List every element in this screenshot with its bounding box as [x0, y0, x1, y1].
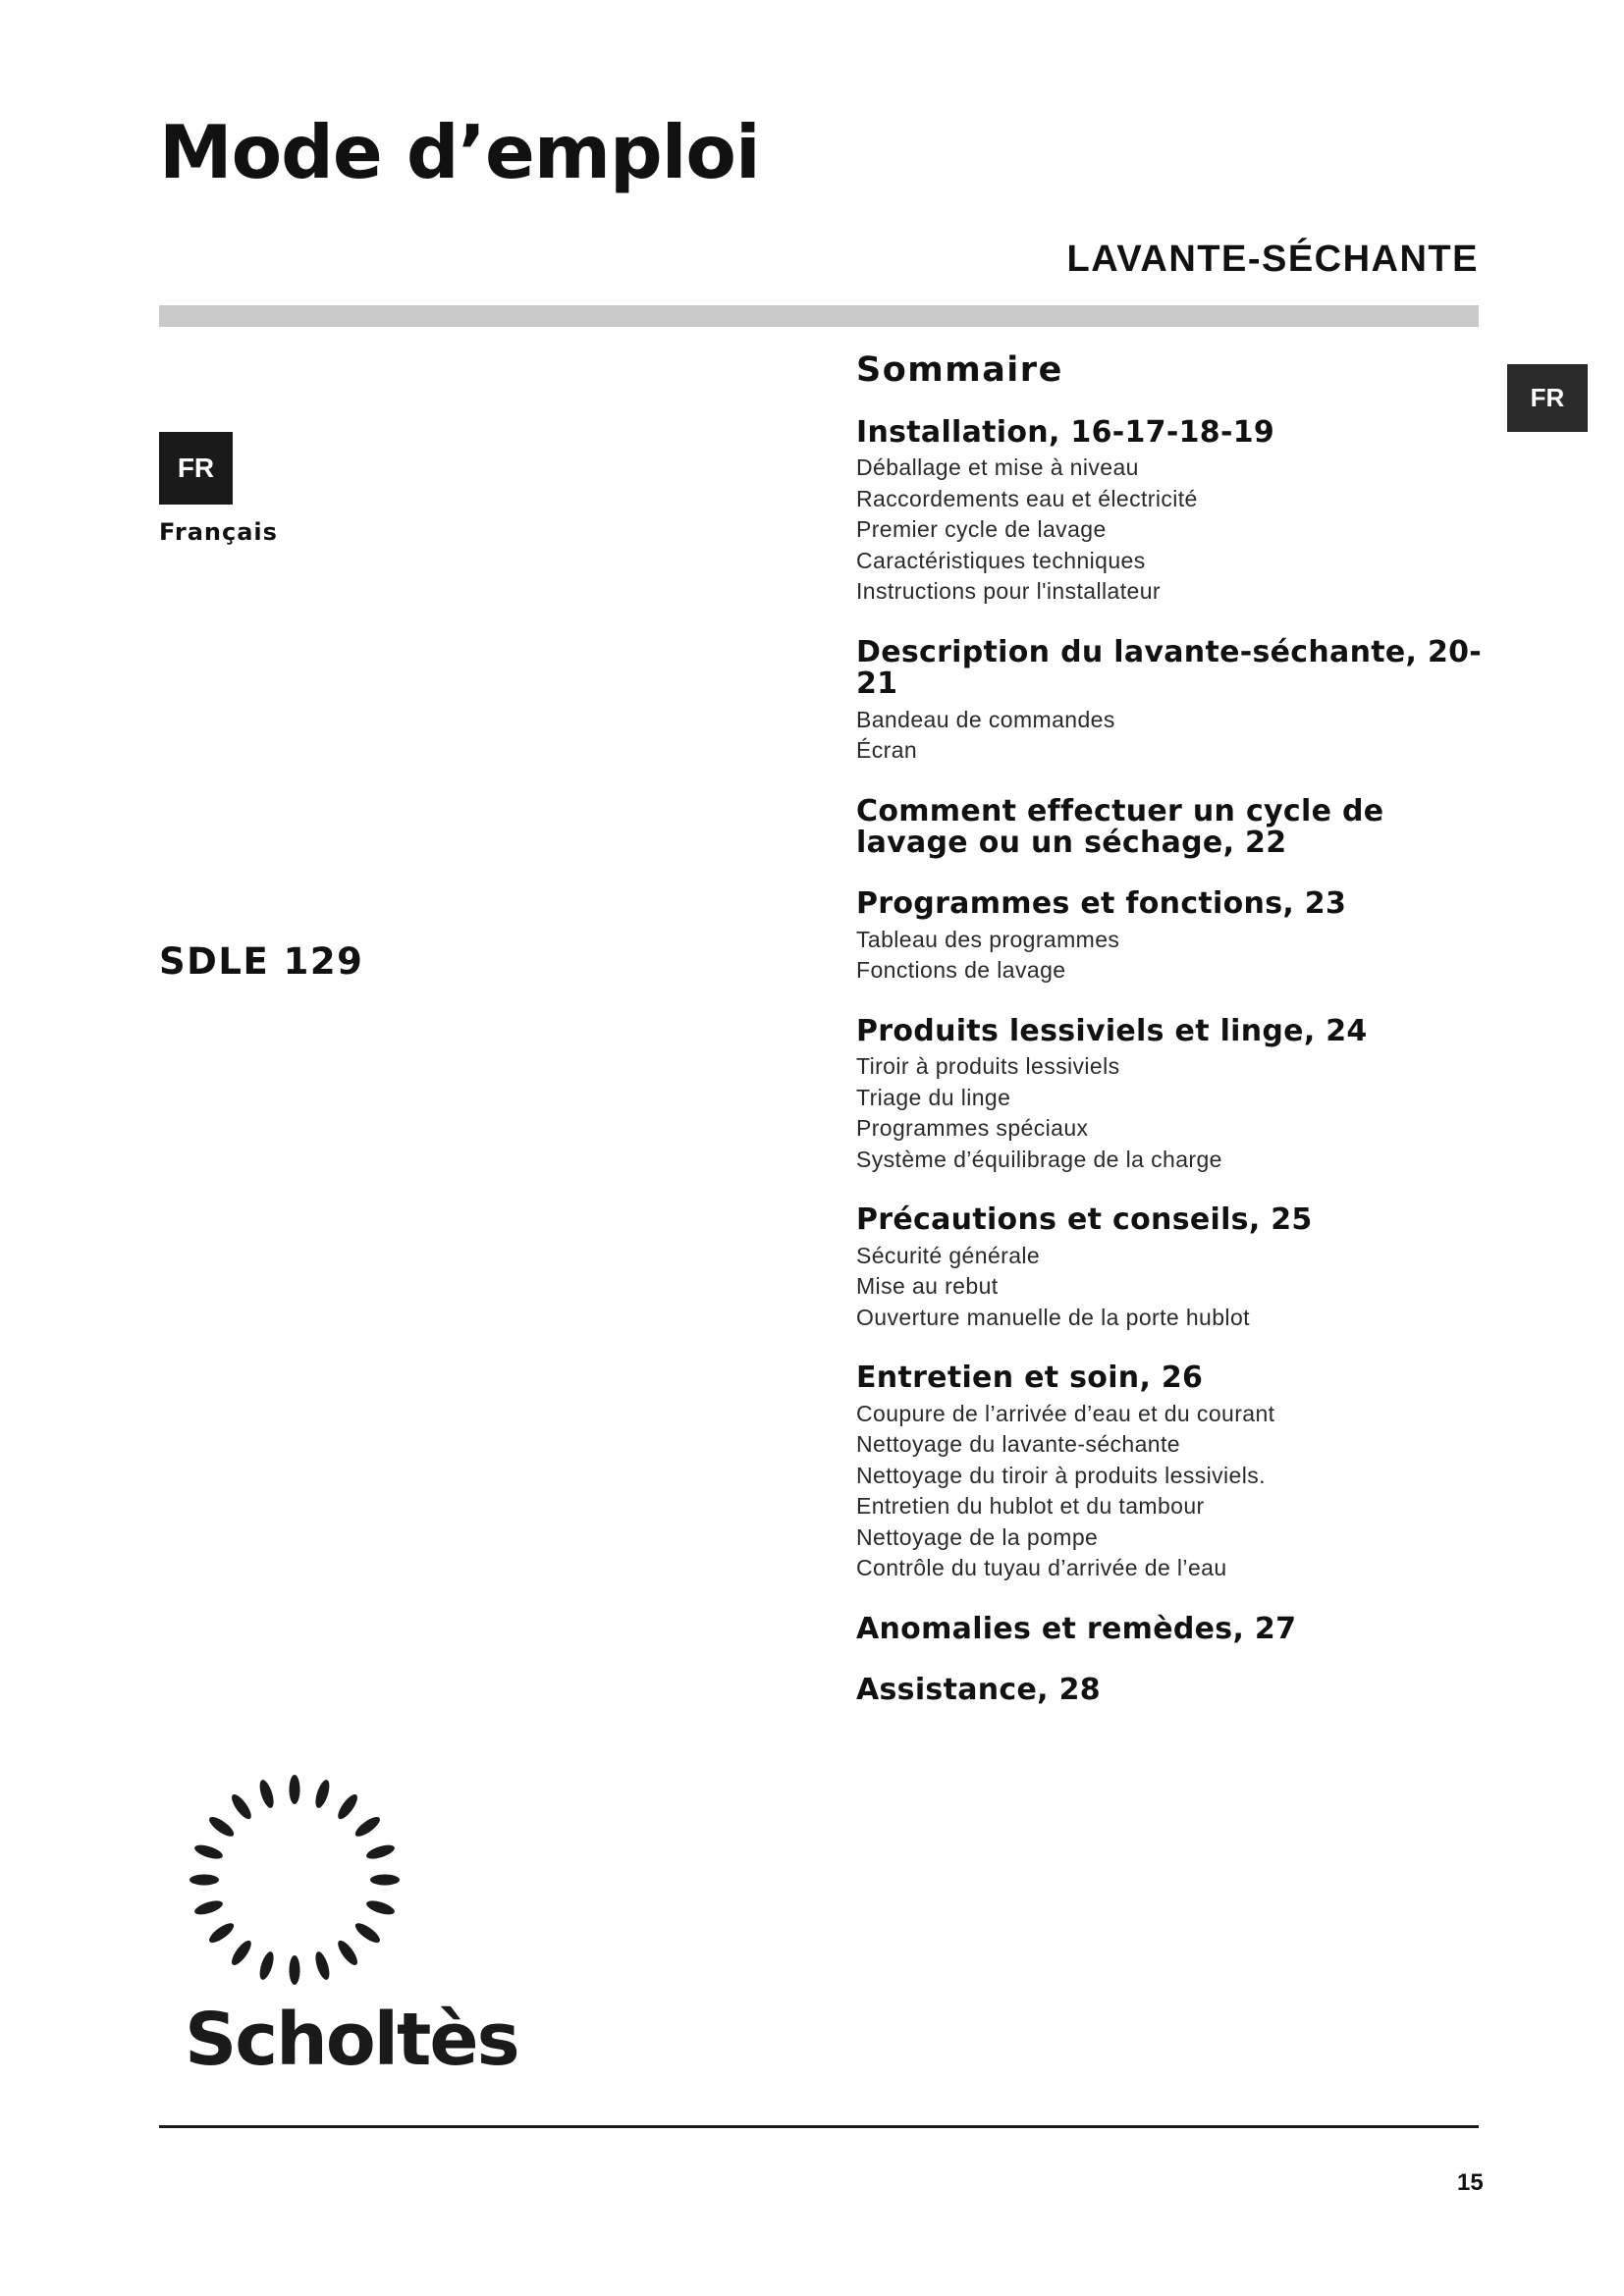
sun-ray — [335, 1938, 361, 1968]
toc-item-list — [856, 1051, 1504, 1175]
sun-ray — [229, 1938, 255, 1968]
toc-item-list — [856, 1241, 1504, 1334]
toc-item-list — [856, 705, 1504, 767]
table-of-contents — [856, 350, 1504, 1735]
sun-ray — [290, 1955, 300, 1985]
toc-item: Coupure de l’arrivée d’eau et du courant — [856, 1400, 1275, 1426]
toc-item: Nettoyage de la pompe — [856, 1523, 1099, 1550]
sun-ray — [229, 1791, 255, 1822]
toc-section-title: Entretien et soin, 26 — [856, 1361, 1204, 1396]
sun-ray — [365, 1898, 397, 1918]
toc-section-title: Programmes et fonctions, 23 — [856, 886, 1347, 922]
brand-wordmark: Scholtès — [185, 1998, 518, 2082]
toc-item: Mise au rebut — [856, 1273, 999, 1300]
toc-section-title: Produits lessiviels et linge, 24 — [856, 1013, 1368, 1048]
toc-section — [856, 634, 1504, 767]
toc-item-list — [856, 925, 1504, 987]
toc-section — [856, 417, 1504, 608]
model-number: SDLE 129 — [159, 940, 364, 983]
toc-item: Tableau des programmes — [856, 926, 1120, 952]
page-number: 15 — [1457, 2169, 1484, 2196]
toc-section — [856, 1013, 1504, 1175]
sun-ray — [189, 1875, 219, 1886]
toc-section — [856, 1611, 1504, 1646]
toc-item: Écran — [856, 737, 918, 764]
sun-ray — [352, 1814, 383, 1841]
sun-ray — [206, 1814, 237, 1841]
toc-item: Instructions pour l'installateur — [856, 578, 1161, 605]
language-badge: FR — [159, 432, 233, 505]
sun-ray — [370, 1875, 400, 1886]
sun-ray — [257, 1950, 277, 1982]
sun-ray — [257, 1779, 277, 1810]
toc-item: Tiroir à produits lessiviels — [856, 1053, 1120, 1080]
toc-section-title: Anomalies et remèdes, 27 — [856, 1611, 1297, 1646]
toc-section — [856, 793, 1504, 861]
toc-section-title: Comment effectuer un cycle de lavage ou un séchage, 22 — [856, 793, 1384, 861]
toc-item: Nettoyage du lavante-séchante — [856, 1431, 1180, 1458]
toc-item: Ouverture manuelle de la porte hublot — [856, 1304, 1250, 1330]
sun-ray — [335, 1791, 361, 1822]
sun-ray — [313, 1779, 333, 1810]
brand-logo — [177, 1762, 518, 2086]
toc-section — [856, 1362, 1504, 1583]
toc-section — [856, 1672, 1504, 1707]
toc-item: Sécurité générale — [856, 1242, 1041, 1268]
toc-item: Système d’équilibrage de la charge — [856, 1146, 1222, 1172]
page-title: Mode d’emploi — [159, 109, 760, 195]
toc-item: Triage du linge — [856, 1084, 1011, 1110]
toc-sections — [856, 417, 1504, 1706]
toc-item-list — [856, 453, 1504, 608]
toc-section — [856, 888, 1504, 986]
toc-item: Fonctions de lavage — [856, 957, 1066, 984]
toc-item: Raccordements eau et électricité — [856, 485, 1198, 511]
sun-ray — [313, 1950, 333, 1982]
header-divider-bar — [159, 305, 1479, 327]
toc-section-title: Précautions et conseils, 25 — [856, 1202, 1313, 1238]
sun-ray — [193, 1898, 225, 1918]
toc-section-title: Assistance, 28 — [856, 1672, 1101, 1707]
toc-heading: Sommaire — [856, 350, 1063, 390]
toc-item: Premier cycle de lavage — [856, 516, 1107, 543]
toc-item-list — [856, 1399, 1504, 1584]
toc-item: Déballage et mise à niveau — [856, 454, 1139, 481]
toc-item: Nettoyage du tiroir à produits lessiviels. — [856, 1462, 1266, 1488]
toc-section — [856, 1204, 1504, 1333]
language-name: Français — [159, 518, 278, 546]
toc-section-title: Description du lavante-séchante, 20-21 — [856, 634, 1483, 702]
sun-ray — [365, 1842, 397, 1862]
toc-item: Programmes spéciaux — [856, 1115, 1089, 1142]
footer-rule — [159, 2125, 1479, 2128]
sun-ray — [193, 1842, 225, 1862]
toc-item: Contrôle du tuyau d’arrivée de l’eau — [856, 1555, 1227, 1581]
sun-ray — [290, 1775, 300, 1804]
toc-item: Caractéristiques techniques — [856, 547, 1146, 573]
product-type: LAVANTE-SÉCHANTE — [1066, 239, 1479, 280]
sun-burst-icon — [177, 1762, 412, 1998]
toc-item: Bandeau de commandes — [856, 706, 1115, 732]
sun-ray — [206, 1920, 237, 1947]
language-side-tab: FR — [1507, 364, 1588, 432]
sun-ray — [352, 1920, 383, 1947]
toc-section-title: Installation, 16-17-18-19 — [856, 415, 1275, 450]
toc-item: Entretien du hublot et du tambour — [856, 1493, 1205, 1520]
